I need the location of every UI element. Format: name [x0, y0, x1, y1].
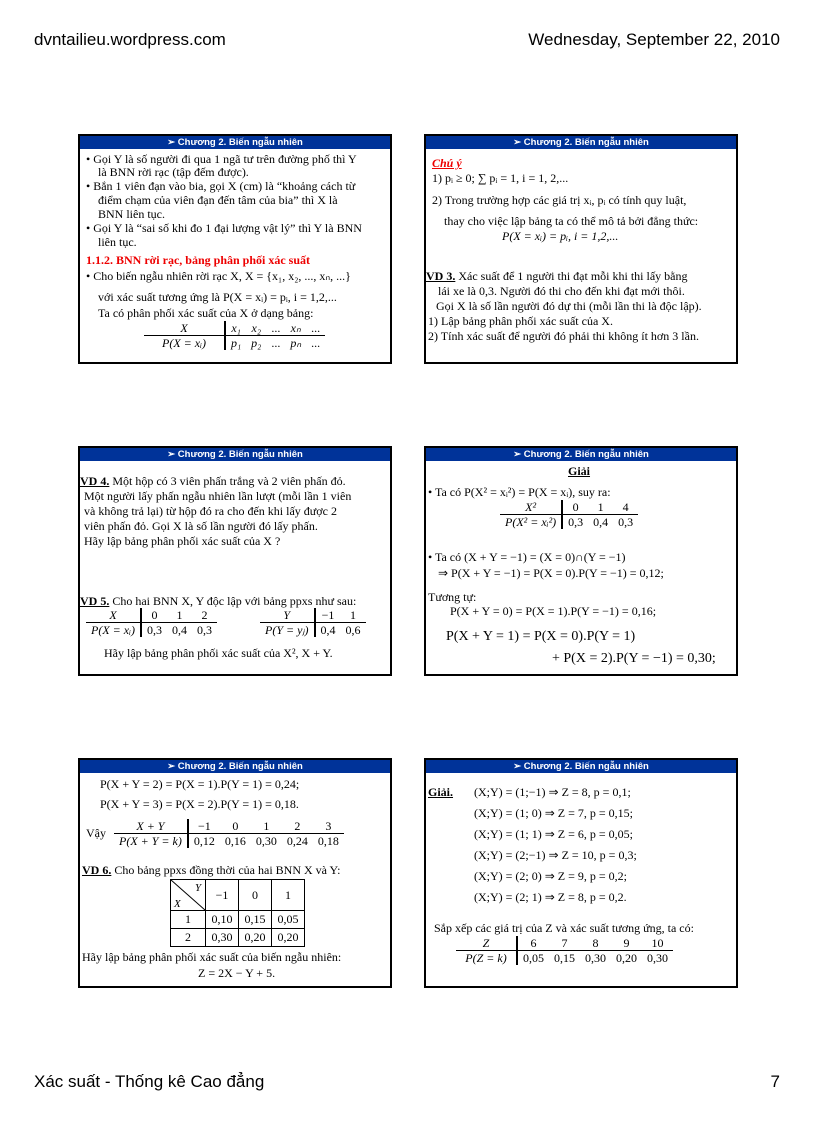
table-z: Z 6 7 8 9 10 P(Z = k) 0,05 0,15 0,30 0,20 0,30	[456, 936, 673, 965]
slide-text: điểm chạm của viên đạn đến tâm của bia” thì X là	[98, 193, 338, 207]
example-label: VD 6.	[82, 863, 112, 877]
table-x: X 0 1 2 P(X = xᵢ) 0,3 0,4 0,3	[86, 608, 217, 637]
slide-text: Hãy lập bảng phân phối xác suất của X², X + Y.	[104, 646, 333, 660]
slide-text: • Ta có (X + Y = −1) = (X = 0)∩(Y = −1)	[428, 550, 626, 564]
slide-text: Vậy	[86, 826, 106, 840]
solution-title: Giải	[568, 464, 591, 478]
solution-line: (X;Y) = (2; 1) ⇒ Z = 8, p = 0,2.	[474, 890, 627, 904]
slide-text: • Gọi Y là số người đi qua 1 ngã tư trên đường phố thì Y	[86, 152, 357, 166]
header-site: dvntailieu.wordpress.com	[34, 30, 226, 49]
slide-5	[78, 758, 392, 988]
solution-label: Giải.	[428, 785, 454, 799]
slide-text: Cho hai BNN X, Y độc lập với bảng ppxs như sau:	[112, 594, 357, 608]
slide-text: thay cho việc lập bảng ta có thể mô tả bởi đẳng thức:	[444, 214, 699, 228]
solution-line: (X;Y) = (1; 1) ⇒ Z = 6, p = 0,05;	[474, 827, 634, 841]
slide-formula: P(X = xᵢ) = pᵢ, i = 1,2,...	[502, 229, 619, 243]
slide-title: ➢ Chương 2. Biến ngẫu nhiên	[426, 448, 736, 461]
slide-formula: + P(X = 2).P(Y = −1) = 0,30;	[552, 651, 716, 666]
solution-line: (X;Y) = (2; 0) ⇒ Z = 9, p = 0,2;	[474, 869, 628, 883]
slide-text: • Gọi Y là “sai số khi đo 1 đại lượng vật lý” thì Y là BNN	[86, 221, 362, 235]
slide-text: • Bắn 1 viên đạn vào bia, gọi X (cm) là “khoảng cách từ	[86, 179, 356, 193]
slide-text: Ta có phân phối xác suất của X ở dạng bảng:	[98, 306, 314, 320]
distribution-table: X x₁ x₂ ... xₙ ... P(X = xᵢ) p₁ p₂ ... pₙ ...	[144, 321, 325, 350]
slide-formula: P(X + Y = 0) = P(X = 1).P(Y = −1) = 0,16;	[450, 604, 657, 618]
example-label: VD 5.	[80, 594, 110, 608]
slide-formula: P(X + Y = 3) = P(X = 2).P(Y = 1) = 0,18.	[100, 797, 299, 811]
slide-1	[78, 134, 392, 364]
table-x-squared: X² 0 1 4 P(X² = xᵢ²) 0,3 0,4 0,3	[500, 500, 638, 529]
slide-text: Cho bảng ppxs đồng thời của hai BNN X và Y:	[114, 863, 341, 877]
slide-text: 1) Lập bảng phân phối xác suất của X.	[428, 314, 613, 328]
slide-title: ➢ Chương 2. Biến ngẫu nhiên	[80, 760, 390, 773]
slide-text: Xác suất để 1 người thi đạt mỗi khi thi lấy bằng	[458, 269, 688, 283]
example-label: VD 3.	[426, 269, 456, 283]
slide-4	[424, 446, 738, 676]
example-label: VD 4.	[80, 474, 110, 488]
slide-text: Hãy lập bảng phân phối xác suất của biến ngẫu nhiên:	[82, 950, 342, 964]
slide-text: liên tục.	[98, 235, 137, 249]
slide-text: 2) Tính xác suất để người đó phải thi không ít hơn 3 lần.	[428, 329, 699, 343]
slide-title: ➢ Chương 2. Biến ngẫu nhiên	[80, 136, 390, 149]
joint-distribution-table: Y X −1 0 1 1 0,10 0,15 0,05 2 0,30 0,20 0,20	[170, 879, 305, 947]
header-date: Wednesday, September 22, 2010	[528, 30, 780, 49]
slide-text: 1) pᵢ ≥ 0; ∑ pᵢ = 1, i = 1, 2,...	[432, 171, 569, 185]
slide-text: • Ta có P(X² = xᵢ²) = P(X = xᵢ), suy ra:	[428, 485, 611, 499]
slide-formula: P(X + Y = 1) = P(X = 0).P(Y = 1)	[446, 629, 636, 644]
slide-text: Sắp xếp các giá trị của Z và xác suất tương ứng, ta có:	[434, 921, 694, 935]
table-y: Y −1 1 P(Y = yⱼ) 0,4 0,6	[260, 608, 366, 637]
page-number: 7	[770, 1072, 780, 1091]
slide-title: ➢ Chương 2. Biến ngẫu nhiên	[80, 448, 390, 461]
solution-line: (X;Y) = (1; 0) ⇒ Z = 7, p = 0,15;	[474, 806, 634, 820]
slide-text: Tương tự:	[428, 590, 477, 604]
solution-line: (X;Y) = (2;−1) ⇒ Z = 10, p = 0,3;	[474, 848, 637, 862]
note-title: Chú ý	[432, 156, 462, 170]
footer-course: Xác suất - Thống kê Cao đẳng	[34, 1072, 265, 1091]
slide-text: BNN liên tục.	[98, 207, 165, 221]
slide-text: Hãy lập bảng phân phối xác suất của X ?	[84, 534, 281, 548]
section-heading: 1.1.2. BNN rời rạc, bảng phân phối xác suất	[86, 253, 311, 267]
slide-title: ➢ Chương 2. Biến ngẫu nhiên	[426, 760, 736, 773]
slide-text: viên phấn đỏ. Gọi X là số lần người đó lấy phấn.	[84, 519, 318, 533]
slide-text: và không trả lại) từ hộp đó ra cho đến khi lấy được 2	[84, 504, 337, 518]
slide-6	[424, 758, 738, 988]
slide-text: là BNN rời rạc (tập đếm được).	[98, 165, 249, 179]
table-x-plus-y: X + Y −1 0 1 2 3 P(X + Y = k) 0,12 0,16 0,30 0,24 0,18	[114, 819, 344, 848]
solution-line: (X;Y) = (1;−1) ⇒ Z = 8, p = 0,1;	[474, 785, 631, 799]
slide-text: với xác suất tương ứng là P(X = xᵢ) = pᵢ, i = 1,2,...	[98, 290, 337, 304]
slide-text: • Cho biến ngẫu nhiên rời rạc X, X = {x₁, x₂, ..., xₙ, ...}	[86, 269, 351, 283]
slide-text: lái xe là 0,3. Người đó thi cho đến khi đạt mới thôi.	[438, 284, 685, 298]
grid-y-label: Y	[195, 882, 202, 894]
slide-formula: Z = 2X − Y + 5.	[198, 966, 276, 980]
slide-text: ⇒ P(X + Y = −1) = P(X = 0).P(Y = −1) = 0,12;	[438, 566, 664, 580]
slide-2	[424, 134, 738, 364]
slide-3	[78, 446, 392, 676]
slide-text: 2) Trong trường hợp các giá trị xᵢ, pᵢ có tính quy luật,	[432, 193, 687, 207]
grid-x-label: X	[174, 898, 181, 910]
slide-text: Một hộp có 3 viên phấn trắng và 2 viên phấn đỏ.	[112, 474, 346, 488]
slide-text: Một người lấy phấn ngẫu nhiên lần lượt (mỗi lần 1 viên	[84, 489, 352, 503]
slide-text: Gọi X là số lần người đó dự thi (mỗi lần thi là độc lập).	[436, 299, 702, 313]
slide-formula: P(X + Y = 2) = P(X = 1).P(Y = 1) = 0,24;	[100, 777, 300, 791]
slide-title: ➢ Chương 2. Biến ngẫu nhiên	[426, 136, 736, 149]
